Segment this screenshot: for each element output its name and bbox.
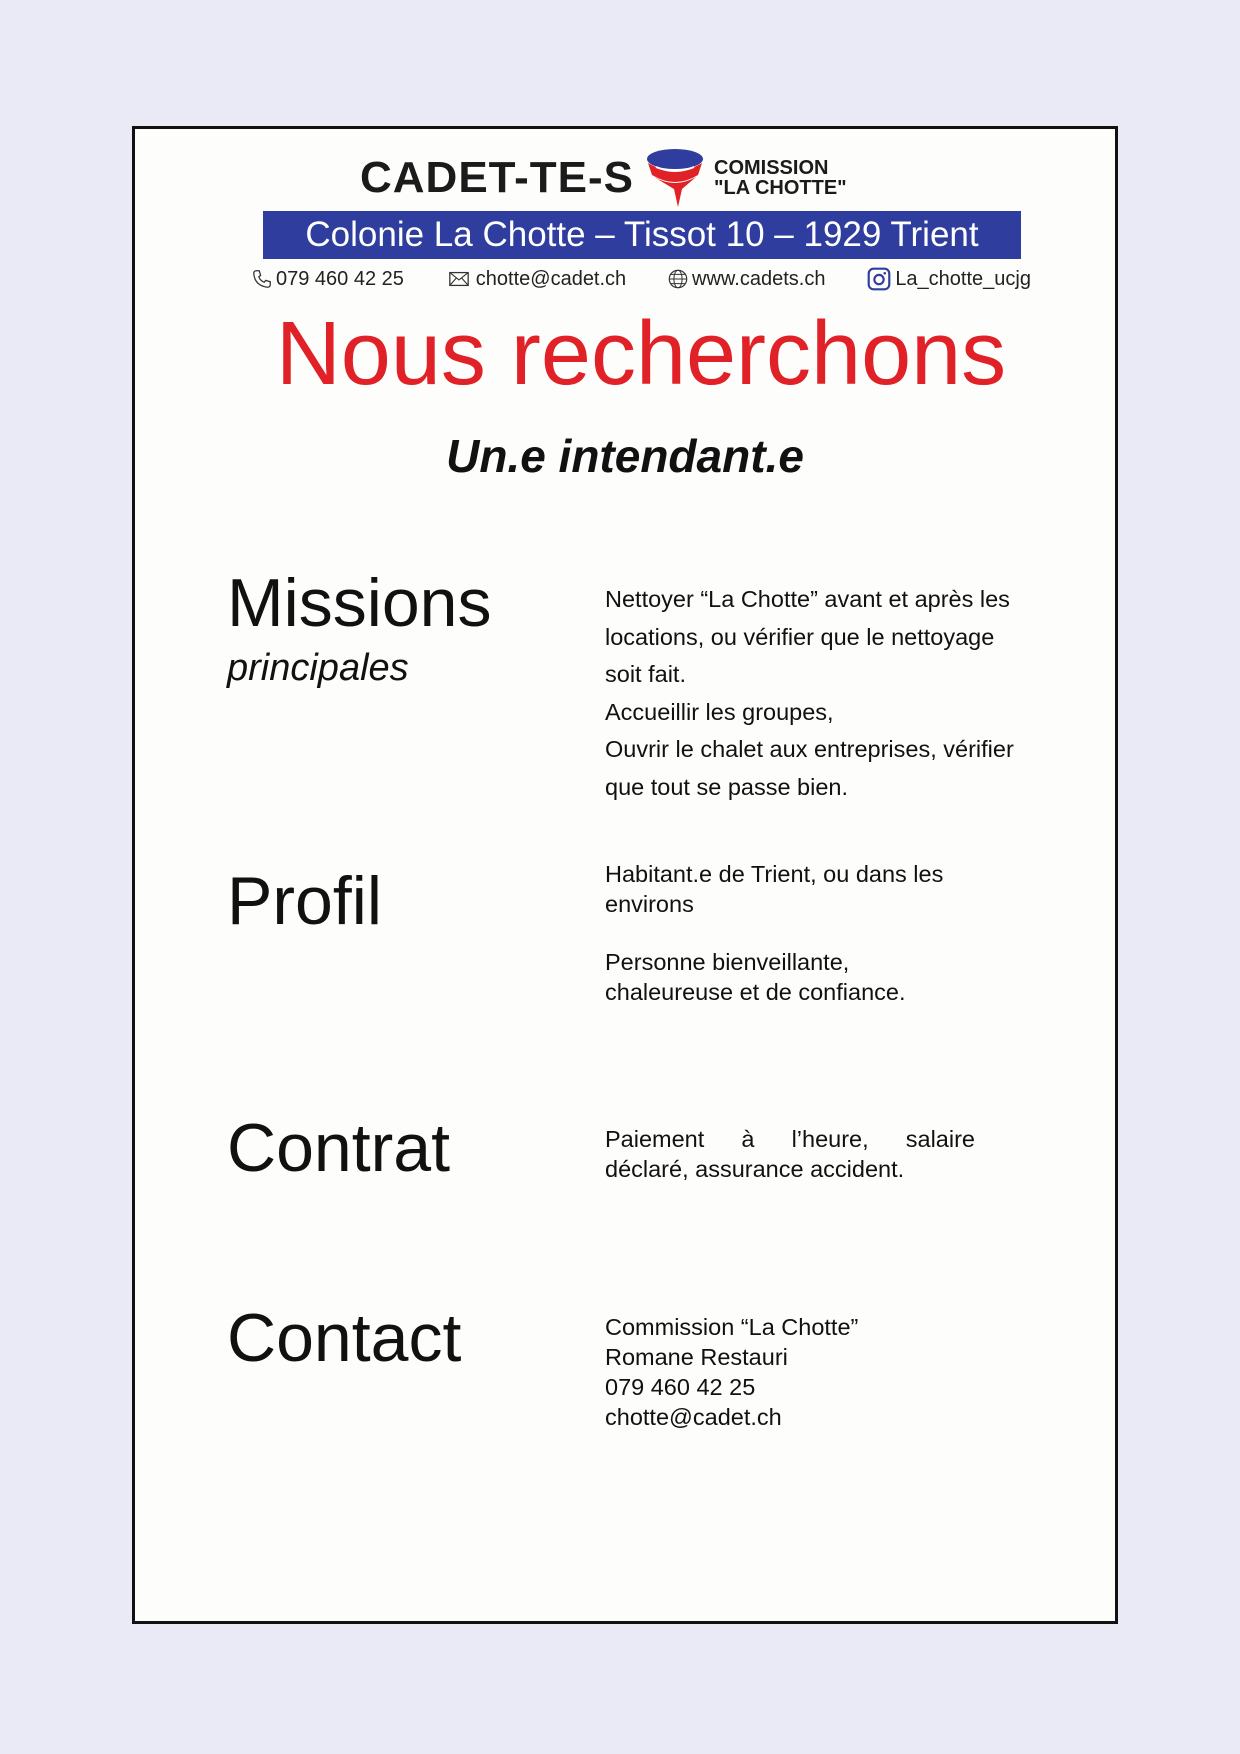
headline: Nous recherchons — [275, 304, 1007, 404]
contact-phone-text: 079 460 42 25 — [276, 267, 404, 290]
flyer-page — [132, 126, 1118, 1624]
commission-label — [714, 158, 847, 198]
contact-email — [445, 268, 626, 291]
contact-line: Commission “La Chotte” — [605, 1314, 859, 1340]
commission-line-2: "LA CHOTTE" — [714, 177, 847, 199]
missions-line: Nettoyer “La Chotte” avant et après les — [605, 586, 1010, 612]
contrat-heading: Contrat — [227, 1110, 450, 1186]
contact-website — [667, 268, 825, 291]
commission-line-1: COMISSION — [714, 157, 829, 179]
subtitle: Un.e intendant.e — [446, 430, 804, 482]
contrat-text — [605, 1124, 975, 1184]
profil-line: chaleureuse et de confiance. — [605, 979, 906, 1005]
missions-line: locations, ou vérifier que le nettoyage — [605, 623, 995, 650]
contact-line: chotte@cadet.ch — [605, 1404, 782, 1430]
contact-email-text: chotte@cadet.ch — [475, 267, 627, 290]
profil-line: environs — [605, 891, 694, 917]
profil-heading: Profil — [227, 863, 382, 939]
brand-header — [360, 143, 847, 213]
brand-name: CADET-TE-S — [360, 153, 634, 202]
contact-heading: Contact — [227, 1300, 462, 1376]
instagram-icon — [866, 266, 892, 292]
missions-subheading: principales — [227, 647, 409, 689]
contact-instagram — [866, 266, 1031, 292]
globe-icon — [667, 268, 689, 290]
profil-line: Habitant.e de Trient, ou dans les — [605, 861, 944, 887]
profil-line: Personne bienveillante, — [605, 949, 850, 975]
profil-text — [605, 859, 1045, 1007]
contact-line: 079 460 42 25 — [605, 1374, 756, 1400]
contact-bar — [251, 263, 1031, 295]
contact-text — [605, 1312, 1045, 1432]
cadets-logo-icon — [642, 145, 708, 211]
mail-icon — [445, 268, 473, 290]
missions-line: Ouvrir le chalet aux entreprises, vérifier — [605, 736, 1014, 762]
missions-heading: Missions — [227, 565, 492, 641]
address-banner: Colonie La Chotte – Tissot 10 – 1929 Trient — [263, 211, 1021, 259]
missions-text — [605, 581, 1045, 806]
phone-icon — [251, 268, 273, 290]
contrat-line: Paiement à l’heure, salaire — [605, 1126, 975, 1152]
contact-line: Romane Restauri — [605, 1344, 788, 1370]
contact-instagram-text: La_chotte_ucjg — [895, 267, 1031, 290]
contact-phone — [251, 268, 404, 291]
contrat-line: déclaré, assurance accident. — [605, 1156, 905, 1182]
missions-line: soit fait. — [605, 661, 686, 687]
missions-line: Accueillir les groupes, — [605, 698, 834, 725]
contact-website-text: www.cadets.ch — [692, 267, 826, 290]
missions-line: que tout se passe bien. — [605, 773, 849, 800]
